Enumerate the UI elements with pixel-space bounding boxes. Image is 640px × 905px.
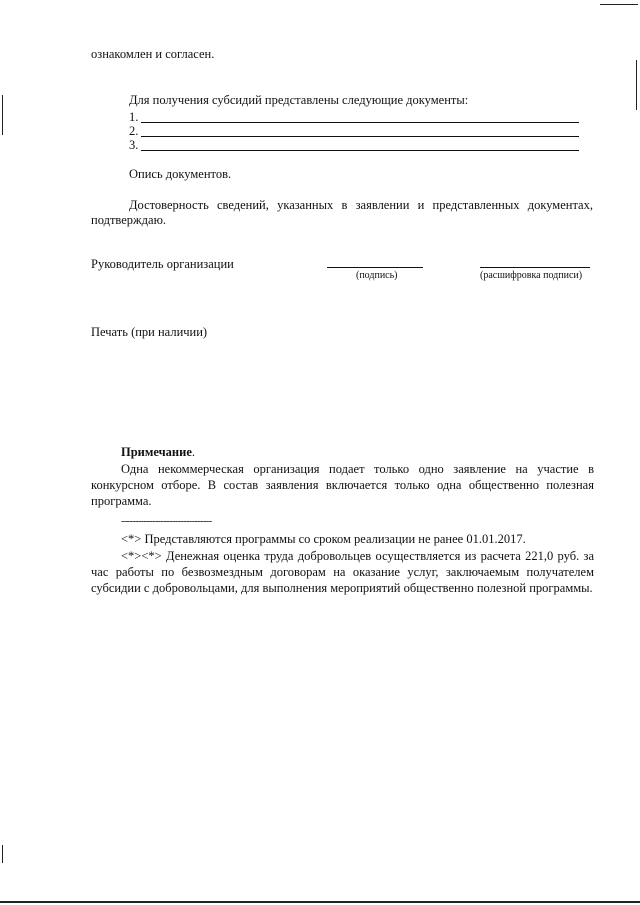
note-title-bold: Примечание: [121, 445, 192, 459]
stamp-text: Печать (при наличии): [91, 325, 208, 339]
scan-edge-left-1: [2, 95, 3, 135]
note-title-dot: .: [191, 445, 196, 459]
footnote-separator: --------------------------------: [121, 516, 212, 527]
signature-line: [327, 267, 423, 268]
signature-label: Руководитель организации: [91, 257, 234, 271]
signature-caption: (подпись): [356, 270, 398, 281]
doc-item-1-line: [141, 122, 579, 123]
doc-item-1-number: 1.: [129, 110, 139, 124]
docs-heading: Для получения субсидий представлены следующие документы:: [129, 93, 469, 107]
footnote-1: <*> Представляются программы со сроком реализации не ранее 01.01.2017.: [121, 532, 526, 546]
note-title: [121, 445, 195, 460]
intro-tail-text: ознакомлен и согласен.: [91, 47, 215, 61]
note-text: Одна некоммерческая организация подает только одно заявление на участие в конкурсном отборе. В состав заявления включается только одна общественно полезная программа.: [91, 462, 594, 508]
scan-edge-left-2: [2, 845, 3, 863]
inventory-text: Опись документов.: [129, 167, 232, 181]
doc-item-2-number: 2.: [129, 124, 139, 138]
scan-edge-right: [636, 60, 637, 110]
footnote-2: <*><*> Денежная оценка труда добровольцев осуществляется из расчета 221,0 руб. за час работы по безвозмездным договорам на оказание услуг, заключаемым получателем субсидии с добровольцами, для выполнения мероприятий общественно полезной программы.: [91, 549, 594, 595]
confirm-text-line1: Достоверность сведений, указанных в заявлении и представленных документах,: [129, 198, 593, 212]
signature-decode-line: [480, 267, 590, 268]
scan-edge-bottom: [0, 901, 640, 903]
confirm-text-line2: подтверждаю.: [91, 213, 167, 227]
doc-item-3-line: [141, 150, 579, 151]
doc-item-3-number: 3.: [129, 138, 139, 152]
doc-item-2-line: [141, 136, 579, 137]
signature-decode-caption: (расшифровка подписи): [480, 270, 583, 281]
scan-edge-top: [600, 4, 638, 5]
